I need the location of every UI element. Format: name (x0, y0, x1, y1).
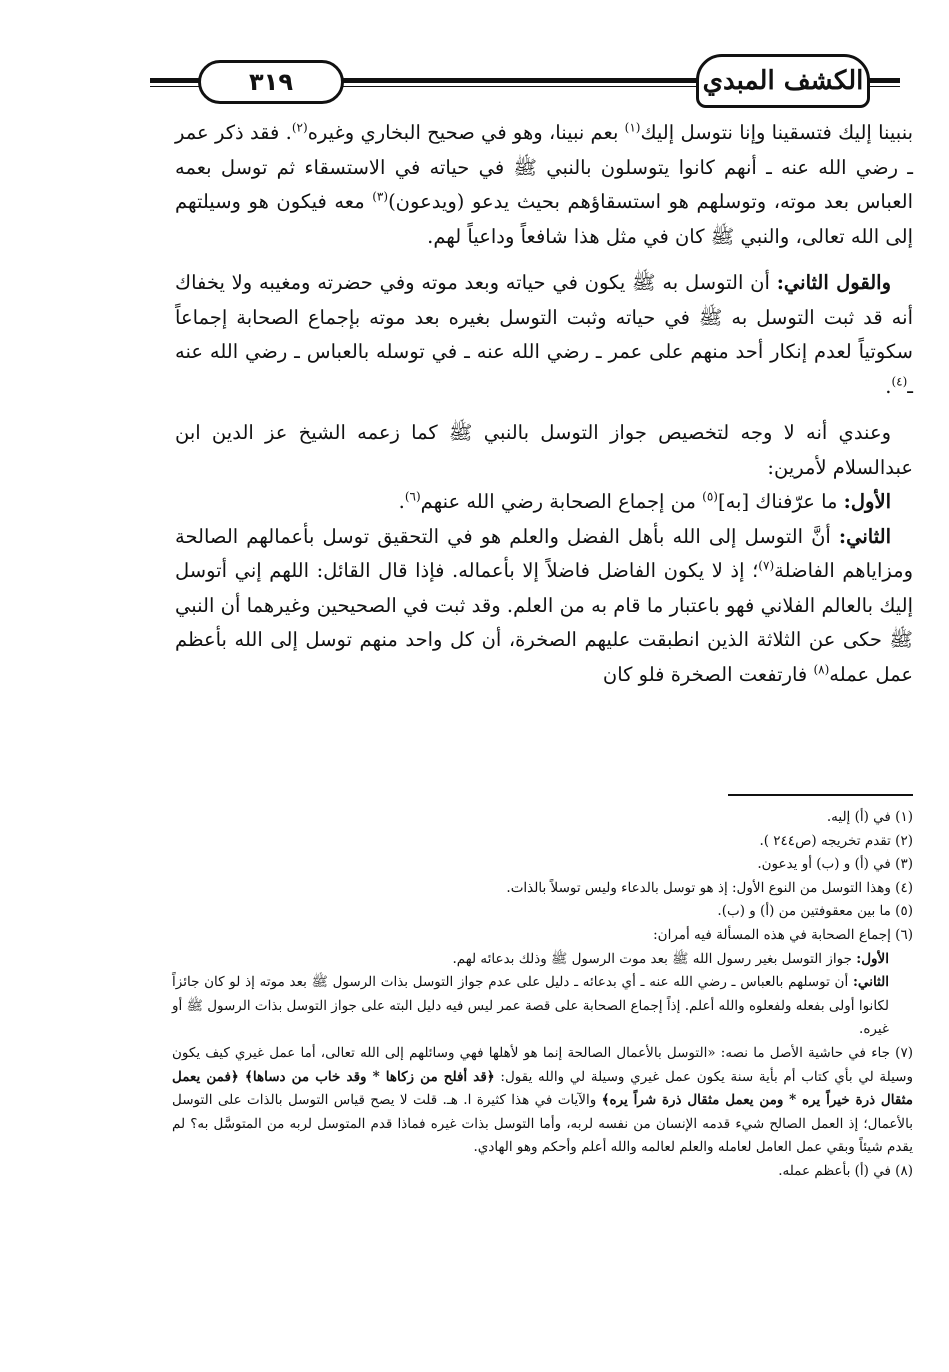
footnote-ref-7: (٧) (758, 558, 775, 573)
footnote-5: (٥) ما بين معقوفتين من (أ) و (ب). (717, 903, 913, 920)
text-run: معه فيكون هو وسيلتهم إلى الله تعالى، والنبي ﷺ كان في مثل هذا شافعاً وداعياً لهم. (175, 190, 913, 248)
text-run: ما عرّفناك [به] (717, 490, 844, 513)
text-run: أن توسلهم بالعباس ـ رضي الله عنه ـ أي بدعائه ـ دليل على عدم جواز التوسل بذات الرسول ﷺ بعد موته إذ لو كان جائزاً لكانوا أولى بفعله ولفعلوه والله أعلم. إذاً إجماع الصحابة على قصة عمر ليس فيه دليل البته على جواز التوسل بذات الرسول ﷺ أو غيره. (172, 974, 889, 1038)
text-run: بنبينا إليك فتسقينا وإنا نتوسل إليك (640, 121, 913, 144)
footnote-separator (728, 794, 913, 796)
footnote-ref-6: (٦) (404, 489, 421, 504)
quran-verse: ﴿قد أفلح من زكاها * وقد خاب من دساها﴾ ﴿فمن يعمل مثقال ذرة خيراً يره * ومن يعمل مثقال ذرة شراً يره﴾ (172, 1068, 913, 1109)
footnote-ref-5: (٥) (702, 489, 718, 504)
paragraph-4 (175, 485, 913, 520)
footnote-1: (١) في (أ) إليه. (826, 809, 913, 825)
text-run: . (398, 490, 405, 513)
text-run: أن التوسل به ﷺ يكون في حياته وبعد موته وفي حضرته ومغيبه ولا يخفاك أنه قد ثبت التوسل به ﷺ في حياته وثبت التوسل بغيره بعد موته بإجماع الصحابة إجماعاً سكوتياً لعدم إنكار أحد منهم على عمر ـ رضي الله عنه ـ في توسله بالعباس ـ رضي الله عنه ـ (175, 271, 913, 398)
page-header (150, 52, 900, 112)
footnote-6-second (172, 971, 913, 1042)
footnote-7 (172, 1042, 913, 1160)
book-title: الكشف المبدي (696, 54, 870, 108)
text-run: . فقد ذكر عمر ـ رضي الله عنه ـ أنهم كانوا يتوسلون بالنبي ﷺ في حياته في الاستسقاء ثم توسل بعمه العباس بعد موته، وتوسلهم هو استسقاؤهم بحيث يدعو (ويدعون) (175, 121, 914, 213)
paragraph-2 (175, 266, 913, 404)
text-run: جواز التوسل بغير رسول الله ﷺ بعد موت الرسول ﷺ وذلك بدعائه لهم. (452, 950, 857, 967)
paragraph-lead: الأول: (843, 490, 891, 513)
footnote-6-first (172, 948, 913, 972)
footnote-ref-1: (١) (624, 120, 641, 135)
footnote-4: (٤) وهذا التوسل من النوع الأول: إذ هو توسل بالدعاء وليس توسلاً بالذات. (506, 879, 913, 896)
page-number: ٣١٩ (198, 60, 344, 104)
text-run: ؛ إذ لا يكون الفاضل فاضلاً إلا بأعماله. فإذا قال القائل: اللهم إني أتوسل إليك بالعالم الفلاني فهو باعتبار ما قام به من العلم. وقد ثبت في الصحيحين وغيرهما أن النبي ﷺ حكى عن الثلاثة الذين انطبقت عليهم الصخرة، أن كل واحد منهم توسل إلى الله بأعظم عمل عمله (175, 559, 913, 686)
footnote-ref-2: (٢) (291, 120, 308, 135)
footnote-6: (٦) إجماع الصحابة في هذه المسألة فيه أمران: (653, 926, 913, 943)
paragraph-3: وعندي أنه لا وجه لتخصيص جواز التوسل بالنبي ﷺ كما زعمه الشيخ عز الدين ابن عبدالسلام لأمرين: (175, 421, 913, 479)
footnote-3: (٣) في (أ) و (ب) أو يدعون. (757, 856, 913, 873)
footnote-2: (٢) تقدم تخريجه (ص٢٤٤ ). (759, 832, 913, 849)
text-run: فارتفعت الصخرة فلو كان (602, 662, 814, 686)
footnote-ref-3: (٣) (372, 189, 389, 204)
text-run: من إجماع الصحابة رضي الله عنهم (420, 490, 703, 513)
footnotes (172, 806, 913, 1184)
footnote-ref-8: (٨) (813, 662, 830, 676)
text-run: أنَّ التوسل إلى الله بأهل الفضل والعلم هو في التحقيق توسل بأعمالهم الصالحة ومزاياهم الفاضلة (175, 524, 913, 582)
footnote-lead: الأول: (856, 950, 889, 967)
footnote-8: (٨) في (أ) بأعظم عمله. (778, 1162, 913, 1179)
text-run: . (885, 374, 892, 398)
text-run: (٧) جاء في حاشية الأصل ما نصه: «التوسل بالأعمال الصالحة إنما هو لأهلها فهي وسائلهم إلى الله تعالى، أما عمل غيري كيف يكون وسيلة لي بأي كتاب أم بأية سنة يكون عمل غيري وسيلة لي والله يقول: (172, 1044, 913, 1085)
paragraph-lead: والقول الثاني: (776, 271, 892, 294)
footnote-ref-4: (٤) (891, 374, 908, 388)
main-text (175, 116, 913, 692)
text-run: والآيات في هذا كثيرة ا. هـ. قلت لا يصح قياس التوسل بالذات على التوسل بالأعمال؛ إذ العمل الصالح شيء قدمه الإنسان من نفسه لربه، وأما التوسل بذات غيره فماذا قدم المتوسل لربه من المتوسَّل به؟ لم يقدم شيئاً وبقي عمل العامل لعامله والعلم لعالمه والله أعلم وأحكم وهو الهادي. (172, 1092, 913, 1156)
paragraph-lead: الثاني: (838, 524, 891, 548)
text-run: بعم نبينا، وهو في صحيح البخاري وغيره (307, 121, 625, 144)
paragraph-5 (175, 520, 913, 693)
footnote-lead: الثاني: (852, 974, 889, 991)
paragraph-1 (175, 116, 913, 254)
